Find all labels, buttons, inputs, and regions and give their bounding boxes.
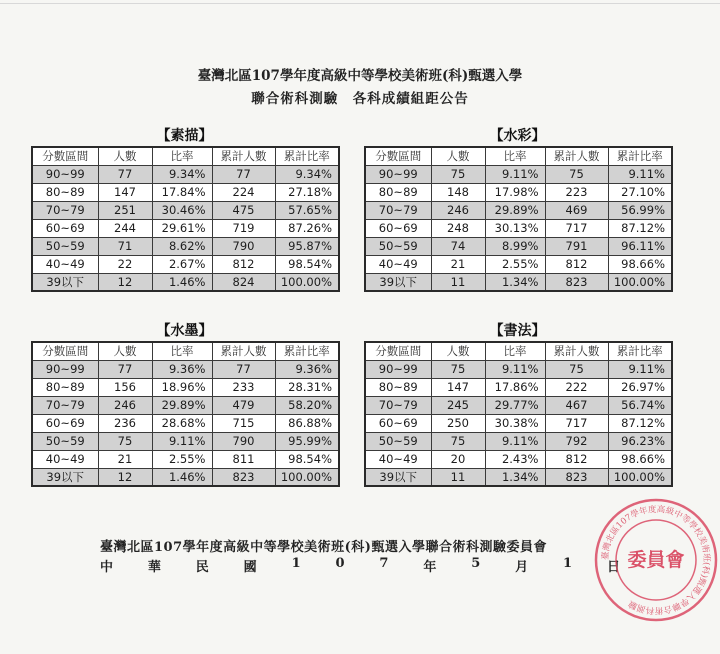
table-row xyxy=(32,237,339,255)
date-char: 5 xyxy=(471,556,481,571)
cell-ratio: 29.89% xyxy=(152,396,212,414)
cell-cum-count: 222 xyxy=(545,378,608,396)
cell-cum-ratio: 98.54% xyxy=(275,255,339,273)
cell-cum-count: 224 xyxy=(212,183,275,201)
table-row xyxy=(32,450,339,468)
cell-cum-count: 791 xyxy=(545,237,608,255)
scan-edge-line xyxy=(0,3,720,4)
table-block-sketch xyxy=(31,127,338,292)
cell-cum-ratio: 100.00% xyxy=(608,468,672,486)
cell-cum-ratio: 28.31% xyxy=(275,378,339,396)
table-row xyxy=(32,183,339,201)
cell-range: 80~89 xyxy=(32,378,98,396)
cell-cum-count: 479 xyxy=(212,396,275,414)
committee-name: 臺灣北區107學年度高級中等學校美術班(科)甄選入學聯合術科測驗委員會 xyxy=(100,540,547,555)
cell-cum-count: 233 xyxy=(212,378,275,396)
column-header-cum-ratio: 累計比率 xyxy=(275,342,339,360)
cell-ratio: 9.36% xyxy=(152,360,212,378)
cell-range: 80~89 xyxy=(365,378,431,396)
cell-cum-ratio: 9.11% xyxy=(608,165,672,183)
cell-range: 39以下 xyxy=(365,273,431,291)
cell-ratio: 29.89% xyxy=(485,201,545,219)
cell-range: 40~49 xyxy=(32,255,98,273)
column-header-cum-ratio: 累計比率 xyxy=(608,342,672,360)
cell-ratio: 30.46% xyxy=(152,201,212,219)
date-char: 0 xyxy=(335,556,345,571)
cell-range: 50~59 xyxy=(32,432,98,450)
table-row xyxy=(32,468,339,486)
cell-ratio: 18.96% xyxy=(152,378,212,396)
seal-center-text: 委員會 xyxy=(627,549,685,571)
page-title: 臺灣北區107學年度高級中等學校美術班(科)甄選入學 xyxy=(197,68,523,84)
cell-cum-ratio: 26.97% xyxy=(608,378,672,396)
table-row xyxy=(365,378,672,396)
cell-cum-count: 790 xyxy=(212,237,275,255)
cell-cum-ratio: 87.12% xyxy=(608,414,672,432)
table-row xyxy=(365,273,672,291)
cell-count: 21 xyxy=(431,255,485,273)
column-header-ratio: 比率 xyxy=(485,147,545,165)
date-char: 月 xyxy=(515,560,529,575)
column-header-range: 分數區間 xyxy=(32,147,98,165)
cell-range: 39以下 xyxy=(32,273,98,291)
cell-range: 70~79 xyxy=(32,201,98,219)
cell-range: 39以下 xyxy=(32,468,98,486)
table-row xyxy=(32,201,339,219)
cell-cum-count: 811 xyxy=(212,450,275,468)
cell-cum-count: 77 xyxy=(212,360,275,378)
cell-ratio: 8.99% xyxy=(485,237,545,255)
column-header-ratio: 比率 xyxy=(152,147,212,165)
cell-ratio: 8.62% xyxy=(152,237,212,255)
cell-cum-count: 77 xyxy=(212,165,275,183)
cell-count: 236 xyxy=(98,414,152,432)
column-header-count: 人數 xyxy=(98,342,152,360)
cell-ratio: 30.13% xyxy=(485,219,545,237)
cell-range: 70~79 xyxy=(365,201,431,219)
cell-cum-ratio: 98.66% xyxy=(608,450,672,468)
date-char: 中 xyxy=(100,560,114,575)
table-row xyxy=(32,378,339,396)
cell-count: 246 xyxy=(431,201,485,219)
cell-cum-ratio: 56.99% xyxy=(608,201,672,219)
subject-heading: 【素描】 xyxy=(156,128,213,144)
cell-cum-ratio: 100.00% xyxy=(275,273,339,291)
column-header-ratio: 比率 xyxy=(485,342,545,360)
table-row xyxy=(365,255,672,273)
cell-ratio: 1.46% xyxy=(152,468,212,486)
cell-cum-ratio: 87.26% xyxy=(275,219,339,237)
cell-cum-count: 715 xyxy=(212,414,275,432)
cell-cum-ratio: 95.87% xyxy=(275,237,339,255)
cell-range: 90~99 xyxy=(365,165,431,183)
table-row xyxy=(365,219,672,237)
cell-count: 147 xyxy=(98,183,152,201)
column-header-cum-count: 累計人數 xyxy=(212,342,275,360)
cell-cum-ratio: 96.23% xyxy=(608,432,672,450)
cell-count: 246 xyxy=(98,396,152,414)
cell-ratio: 1.34% xyxy=(485,468,545,486)
table-row xyxy=(365,201,672,219)
cell-count: 21 xyxy=(98,450,152,468)
cell-range: 40~49 xyxy=(365,450,431,468)
cell-cum-count: 823 xyxy=(545,468,608,486)
table-row xyxy=(32,396,339,414)
column-header-count: 人數 xyxy=(431,342,485,360)
cell-cum-ratio: 87.12% xyxy=(608,219,672,237)
column-header-cum-count: 累計人數 xyxy=(212,147,275,165)
cell-cum-ratio: 9.36% xyxy=(275,360,339,378)
cell-ratio: 17.84% xyxy=(152,183,212,201)
cell-ratio: 2.55% xyxy=(152,450,212,468)
date-char: 國 xyxy=(243,560,257,575)
cell-cum-ratio: 56.74% xyxy=(608,396,672,414)
column-header-range: 分數區間 xyxy=(365,147,431,165)
column-header-range: 分數區間 xyxy=(365,342,431,360)
cell-range: 70~79 xyxy=(32,396,98,414)
table-row xyxy=(365,432,672,450)
cell-ratio: 17.86% xyxy=(485,378,545,396)
cell-range: 39以下 xyxy=(365,468,431,486)
cell-cum-ratio: 96.11% xyxy=(608,237,672,255)
table-row xyxy=(365,360,672,378)
cell-range: 80~89 xyxy=(365,183,431,201)
date-char: 1 xyxy=(291,556,301,571)
cell-cum-count: 475 xyxy=(212,201,275,219)
announcement-date xyxy=(100,556,620,575)
cell-range: 50~59 xyxy=(365,237,431,255)
table-row xyxy=(32,219,339,237)
cell-cum-count: 823 xyxy=(545,273,608,291)
cell-cum-ratio: 98.66% xyxy=(608,255,672,273)
cell-cum-ratio: 27.18% xyxy=(275,183,339,201)
table-row xyxy=(365,237,672,255)
table-header-row xyxy=(32,147,339,165)
cell-cum-ratio: 9.11% xyxy=(608,360,672,378)
cell-cum-ratio: 58.20% xyxy=(275,396,339,414)
cell-cum-count: 812 xyxy=(212,255,275,273)
cell-cum-count: 75 xyxy=(545,360,608,378)
cell-range: 50~59 xyxy=(32,237,98,255)
cell-cum-count: 717 xyxy=(545,219,608,237)
cell-cum-ratio: 98.54% xyxy=(275,450,339,468)
page-subtitle: 聯合術科測驗 各科成績組距公告 xyxy=(251,91,469,107)
table-row xyxy=(365,468,672,486)
cell-ratio: 1.34% xyxy=(485,273,545,291)
subject-heading: 【書法】 xyxy=(489,323,546,339)
cell-cum-ratio: 95.99% xyxy=(275,432,339,450)
cell-range: 60~69 xyxy=(365,414,431,432)
cell-count: 11 xyxy=(431,273,485,291)
cell-count: 245 xyxy=(431,396,485,414)
table-header-row xyxy=(365,147,672,165)
date-char: 華 xyxy=(147,560,161,575)
cell-ratio: 17.98% xyxy=(485,183,545,201)
cell-range: 60~69 xyxy=(32,414,98,432)
cell-count: 75 xyxy=(98,432,152,450)
cell-range: 60~69 xyxy=(365,219,431,237)
table-row xyxy=(32,273,339,291)
seal-ring-text: 臺灣北區107學年度高級中等學校美術班(科)甄選入學聯合術科測驗 xyxy=(600,504,712,616)
cell-cum-ratio: 9.34% xyxy=(275,165,339,183)
cell-cum-count: 790 xyxy=(212,432,275,450)
subject-heading: 【水彩】 xyxy=(489,128,546,144)
table-row xyxy=(365,450,672,468)
cell-cum-ratio: 100.00% xyxy=(608,273,672,291)
cell-range: 50~59 xyxy=(365,432,431,450)
cell-range: 40~49 xyxy=(32,450,98,468)
date-char: 年 xyxy=(423,560,437,575)
table-row xyxy=(32,432,339,450)
cell-cum-count: 75 xyxy=(545,165,608,183)
cell-count: 74 xyxy=(431,237,485,255)
cell-count: 20 xyxy=(431,450,485,468)
cell-count: 75 xyxy=(431,432,485,450)
cell-ratio: 9.11% xyxy=(485,165,545,183)
date-char: 民 xyxy=(195,560,209,575)
cell-cum-count: 812 xyxy=(545,255,608,273)
subject-heading: 【水墨】 xyxy=(156,323,213,339)
cell-cum-count: 223 xyxy=(545,183,608,201)
cell-range: 90~99 xyxy=(32,165,98,183)
cell-cum-ratio: 100.00% xyxy=(275,468,339,486)
cell-count: 250 xyxy=(431,414,485,432)
cell-cum-count: 792 xyxy=(545,432,608,450)
table-row xyxy=(365,183,672,201)
cell-cum-count: 812 xyxy=(545,450,608,468)
table-row xyxy=(365,414,672,432)
table-block-watercolor xyxy=(364,127,671,292)
cell-range: 60~69 xyxy=(32,219,98,237)
cell-cum-count: 469 xyxy=(545,201,608,219)
cell-range: 90~99 xyxy=(32,360,98,378)
cell-count: 22 xyxy=(98,255,152,273)
cell-count: 147 xyxy=(431,378,485,396)
cell-cum-count: 823 xyxy=(212,468,275,486)
table-row xyxy=(32,414,339,432)
cell-count: 12 xyxy=(98,273,152,291)
cell-ratio: 2.43% xyxy=(485,450,545,468)
cell-count: 71 xyxy=(98,237,152,255)
cell-cum-count: 719 xyxy=(212,219,275,237)
cell-count: 251 xyxy=(98,201,152,219)
cell-ratio: 30.38% xyxy=(485,414,545,432)
date-char: 1 xyxy=(563,556,573,571)
table-header-row xyxy=(365,342,672,360)
cell-ratio: 29.77% xyxy=(485,396,545,414)
cell-range: 90~99 xyxy=(365,360,431,378)
cell-count: 11 xyxy=(431,468,485,486)
cell-count: 12 xyxy=(98,468,152,486)
column-header-count: 人數 xyxy=(431,147,485,165)
score-table xyxy=(364,146,673,292)
date-char: 日 xyxy=(606,560,620,575)
cell-ratio: 2.67% xyxy=(152,255,212,273)
cell-range: 70~79 xyxy=(365,396,431,414)
cell-count: 148 xyxy=(431,183,485,201)
cell-count: 248 xyxy=(431,219,485,237)
cell-cum-ratio: 57.65% xyxy=(275,201,339,219)
table-block-ink-wash xyxy=(31,322,338,487)
column-header-range: 分數區間 xyxy=(32,342,98,360)
column-header-cum-count: 累計人數 xyxy=(545,147,608,165)
column-header-count: 人數 xyxy=(98,147,152,165)
cell-ratio: 1.46% xyxy=(152,273,212,291)
committee-seal-stamp xyxy=(592,496,720,624)
table-header-row xyxy=(32,342,339,360)
cell-cum-count: 717 xyxy=(545,414,608,432)
cell-cum-count: 824 xyxy=(212,273,275,291)
table-row xyxy=(32,255,339,273)
cell-count: 244 xyxy=(98,219,152,237)
cell-ratio: 9.11% xyxy=(485,432,545,450)
cell-count: 75 xyxy=(431,165,485,183)
cell-ratio: 28.68% xyxy=(152,414,212,432)
cell-range: 40~49 xyxy=(365,255,431,273)
date-char: 7 xyxy=(379,556,389,571)
table-row xyxy=(365,396,672,414)
cell-count: 156 xyxy=(98,378,152,396)
table-block-calligraphy xyxy=(364,322,671,487)
table-row xyxy=(365,165,672,183)
cell-cum-count: 467 xyxy=(545,396,608,414)
cell-count: 77 xyxy=(98,360,152,378)
column-header-cum-count: 累計人數 xyxy=(545,342,608,360)
table-row xyxy=(32,360,339,378)
table-row xyxy=(32,165,339,183)
cell-range: 80~89 xyxy=(32,183,98,201)
column-header-cum-ratio: 累計比率 xyxy=(608,147,672,165)
column-header-ratio: 比率 xyxy=(152,342,212,360)
score-table xyxy=(31,146,340,292)
cell-cum-ratio: 86.88% xyxy=(275,414,339,432)
score-table xyxy=(31,341,340,487)
column-header-cum-ratio: 累計比率 xyxy=(275,147,339,165)
cell-cum-ratio: 27.10% xyxy=(608,183,672,201)
score-table xyxy=(364,341,673,487)
cell-ratio: 29.61% xyxy=(152,219,212,237)
cell-ratio: 9.11% xyxy=(485,360,545,378)
cell-ratio: 9.11% xyxy=(152,432,212,450)
cell-count: 75 xyxy=(431,360,485,378)
cell-ratio: 2.55% xyxy=(485,255,545,273)
cell-ratio: 9.34% xyxy=(152,165,212,183)
cell-count: 77 xyxy=(98,165,152,183)
